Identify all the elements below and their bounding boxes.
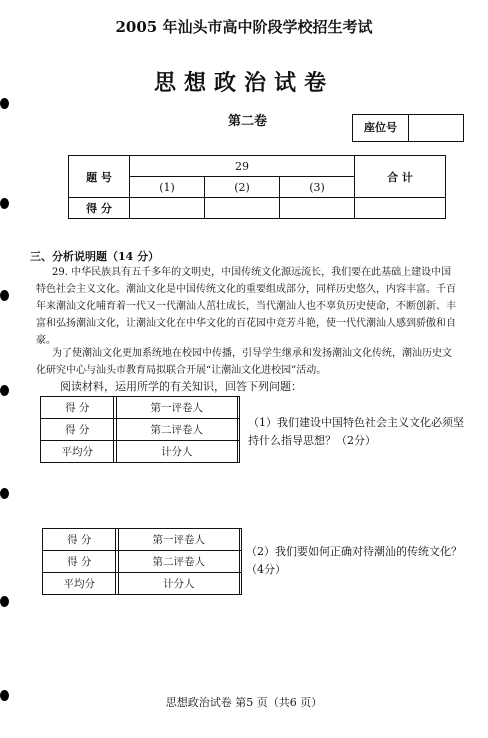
subpart-1: (1) bbox=[130, 177, 205, 198]
seat-number-box bbox=[352, 114, 464, 142]
score-cell-1 bbox=[130, 198, 205, 219]
binding-hole-icon bbox=[0, 98, 9, 109]
question-29-header: 29 bbox=[130, 156, 355, 177]
binding-hole-icon bbox=[0, 596, 9, 607]
grading-score-label: 得 分 bbox=[43, 551, 116, 573]
grading-score-label: 得 分 bbox=[41, 397, 114, 419]
material-paragraph-2: 为了使潮汕文化更加系统地在校园中传播，引导学生继承和发扬潮汕文化传统，潮汕历史文化研究中心与汕头市教育局拟联合开展“让潮汕文化进校园”活动。 bbox=[36, 348, 452, 376]
average-label: 平均分 bbox=[41, 441, 114, 463]
volume-label: 第二卷 bbox=[228, 114, 268, 129]
score-cell-3 bbox=[280, 198, 355, 219]
binding-hole-icon bbox=[0, 290, 9, 301]
scorer-cell bbox=[237, 441, 239, 463]
scorer-cell bbox=[239, 573, 241, 595]
exam-header: 2005 年汕头市高中阶段学校招生考试 bbox=[115, 18, 373, 36]
binding-hole-icon bbox=[0, 690, 9, 701]
average-label: 平均分 bbox=[43, 573, 116, 595]
first-grader-cell bbox=[239, 529, 241, 551]
score-table bbox=[68, 155, 446, 219]
scorer-label: 计分人 bbox=[116, 441, 237, 463]
score-cell-2 bbox=[205, 198, 280, 219]
subpart-2: (2) bbox=[205, 177, 280, 198]
binding-hole-icon bbox=[0, 385, 9, 396]
total-label: 合 计 bbox=[355, 156, 446, 198]
score-row-label: 得 分 bbox=[69, 198, 130, 219]
first-grader-label: 第一评卷人 bbox=[118, 529, 239, 551]
first-grader-label: 第一评卷人 bbox=[116, 397, 237, 419]
question-2: （2）我们要如何正确对待潮汕的传统文化？（4分） bbox=[246, 545, 462, 576]
question-1: （1）我们建设中国特色社会主义文化必须坚持什么指导思想？（2分） bbox=[248, 416, 464, 447]
scorer-label: 计分人 bbox=[118, 573, 239, 595]
material-paragraph-1: 29. 中华民族具有五千多年的文明史，中国传统文化源远流长，我们要在此基础上建设中国特色社会主义文化。潮汕文化是中国传统文化的重要组成部分，同样历史悠久，内容丰富。千百年来潮汕文化哺育着一代又一代潮汕人茁壮成长，当代潮汕人也不辜负历史使命，不断创新、丰富和弘扬潮汕文化，让潮汕文化在中华文化的百花园中竞芳斗艳，使一代代潮汕人感到骄傲和自豪。 bbox=[36, 267, 456, 346]
binding-hole-icon bbox=[0, 488, 9, 499]
instruction-text: 阅读材料，运用所学的有关知识，回答下列问题： bbox=[60, 380, 302, 393]
page-footer: 思想政治试卷 第5 页（共6 页） bbox=[165, 696, 323, 709]
paper-title: 思想政治试卷 bbox=[153, 70, 334, 96]
second-grader-cell bbox=[239, 551, 241, 573]
grading-score-label: 得 分 bbox=[41, 419, 114, 441]
grading-box-2 bbox=[42, 528, 242, 595]
subpart-3: (3) bbox=[280, 177, 355, 198]
seat-number-label: 座位号 bbox=[353, 115, 409, 141]
second-grader-label: 第二评卷人 bbox=[116, 419, 237, 441]
second-grader-label: 第二评卷人 bbox=[118, 551, 239, 573]
score-cell-total bbox=[355, 198, 446, 219]
question-number-label: 题 号 bbox=[69, 156, 130, 198]
second-grader-cell bbox=[237, 419, 239, 441]
section-heading: 三、分析说明题（14 分） bbox=[30, 250, 160, 263]
binding-hole-icon bbox=[0, 198, 9, 209]
grading-box-1 bbox=[40, 396, 240, 463]
first-grader-cell bbox=[237, 397, 239, 419]
grading-score-label: 得 分 bbox=[43, 529, 116, 551]
